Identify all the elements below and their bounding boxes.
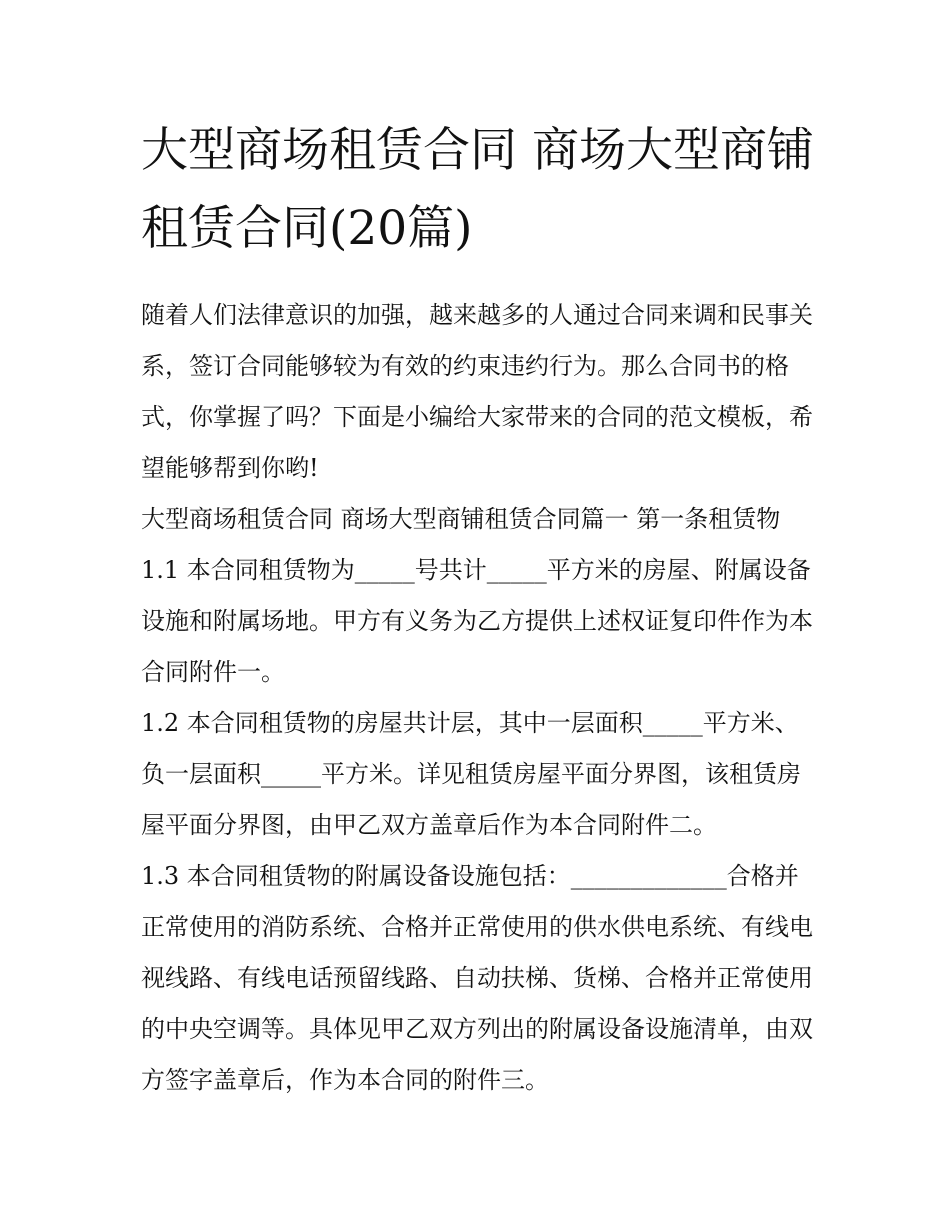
intro-paragraph: 随着人们法律意识的加强，越来越多的人通过合同来调和民事关系，签订合同能够较为有效的约束违约行为。那么合同书的格式，你掌握了吗？下面是小编给大家带来的合同的范文模板，希望能够帮到你哟! [141,301,813,482]
section-heading-paragraph: 大型商场租赁合同 商场大型商铺租赁合同篇一 第一条租赁物 [141,505,781,533]
clause-1-3-paragraph: 1.3 本合同租赁物的附属设备设施包括：_____________合格并正常使用的消防系统、合格并正常使用的供水供电系统、有线电视线路、有线电话预留线路、自动扶梯、货梯、合格并正常使用的中央空调等。具体见甲乙双方列出的附属设备设施清单，由双方签字盖章后，作为本合同的附件三。 [141,862,813,1094]
clause-1-1-paragraph: 1.1 本合同租赁物为_____号共计_____平方米的房屋、附属设备设施和附属场地。甲方有义务为乙方提供上述权证复印件作为本合同附件一。 [141,556,813,686]
document-page [141,112,816,1106]
document-title: 大型商场租赁合同 商场大型商铺租赁合同(20篇) [141,123,814,256]
clause-1-2-paragraph: 1.2 本合同租赁物的房屋共计层，其中一层面积_____平方米、负一层面积_____平方米。详见租赁房屋平面分界图，该租赁房屋平面分界图，由甲乙双方盖章后作为本合同附件二。 [141,709,801,839]
